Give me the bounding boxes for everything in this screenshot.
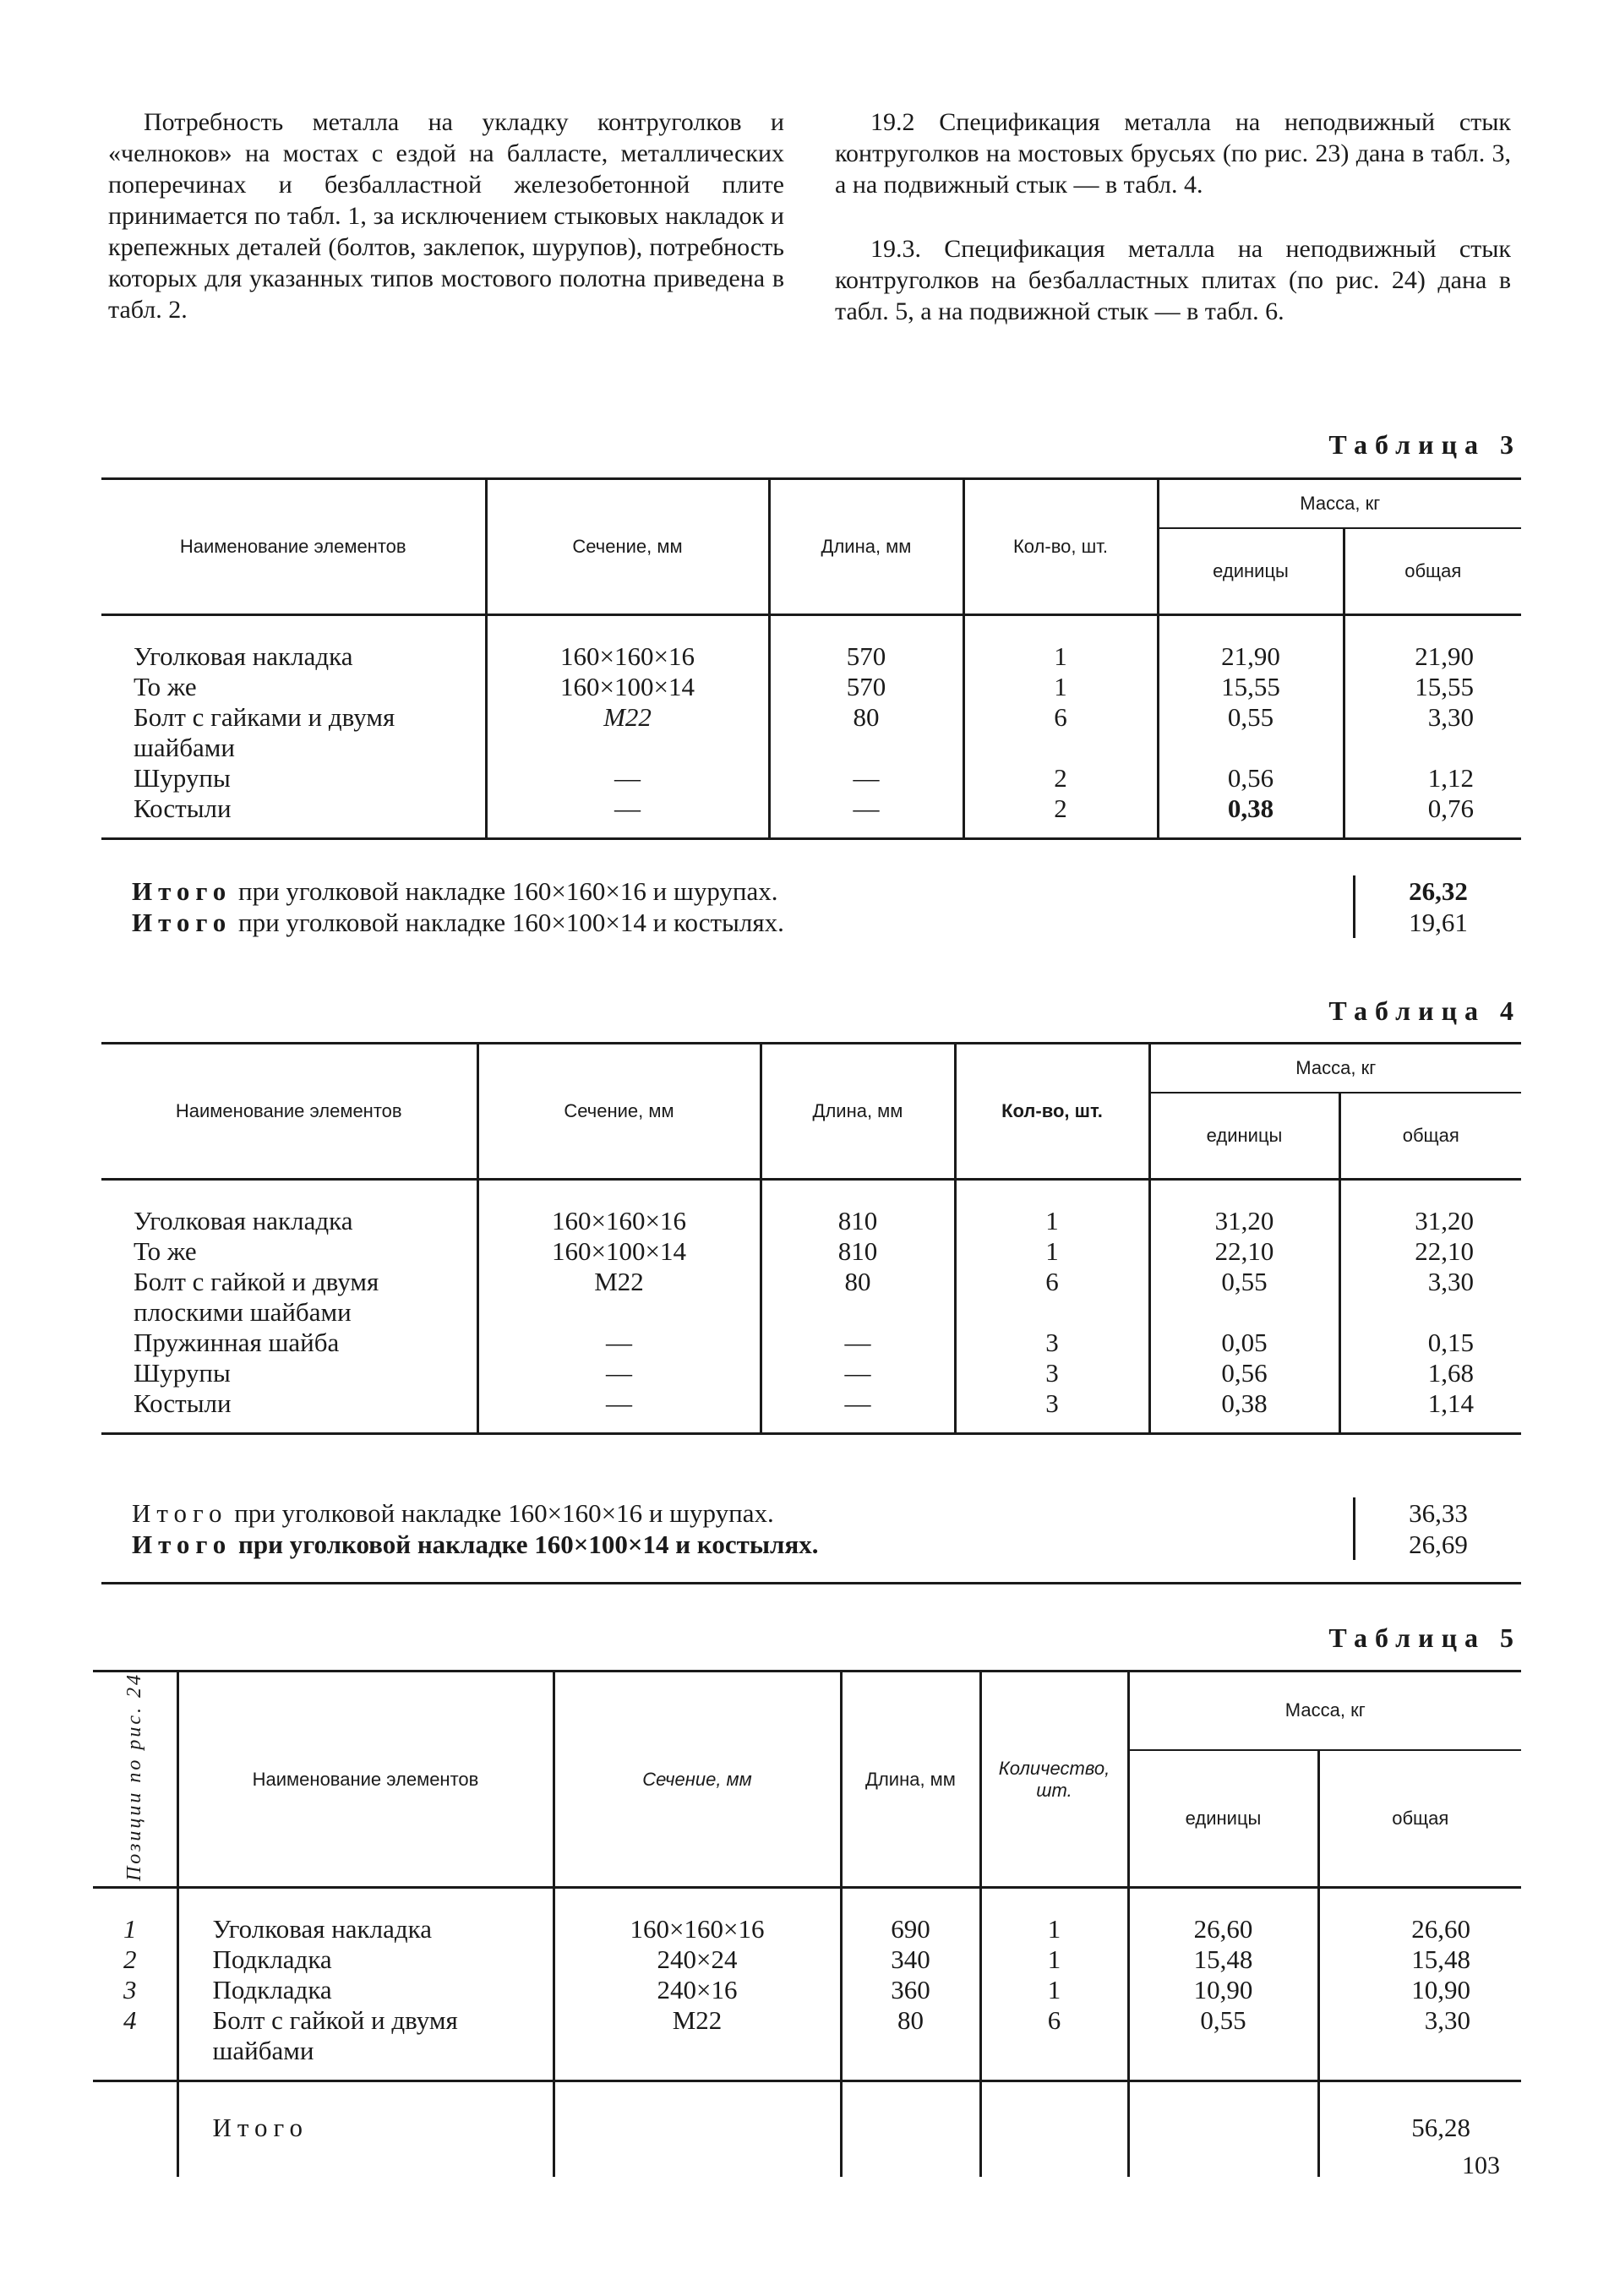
summary-label [101,907,1353,938]
table-cell: 0,38 [1227,794,1274,823]
table-cell: 1 [1054,641,1067,671]
table-cell: 0,55 [1200,2005,1246,2036]
table3-summary [101,875,1521,938]
table-cell: 0,55 [1227,702,1274,732]
table4-header-section: Сечение, мм [477,1044,761,1180]
table-cell: 160×160×16 [560,641,695,671]
table-cell: 0,56 [1221,1358,1268,1388]
table3-header-total: общая [1344,528,1521,615]
summary-value: 26,32 [1353,875,1521,907]
table-cell: — [853,794,880,823]
table-cell: 6 [1045,1267,1059,1296]
table5-header-mass: Масса, кг [1128,1672,1521,1750]
position-header-text: Позиции по рис. 24 [123,1672,145,1882]
table-cell: М22 [603,702,652,732]
table3-units [1158,615,1344,839]
page-number: 103 [1462,2151,1500,2179]
table-cell: 1 [1047,1914,1061,1944]
table5-header-length: Длина, мм [841,1672,980,1888]
table3-caption: Таблица 3 [1328,429,1521,460]
table-cell: 1 [1054,672,1067,701]
table5-units [1128,1888,1318,2081]
table-cell: — [606,1358,632,1388]
table-cell: 1 [1047,1944,1061,1975]
summary-value: 19,61 [1353,907,1521,938]
table-cell: 160×160×16 [552,1206,686,1235]
table-cell: 0,15 [1427,1328,1475,1357]
table-cell: Шурупы [134,763,231,793]
summary-word: Итого [132,908,232,937]
table-cell: — [614,763,641,793]
table-cell: 10,90 [1411,1975,1471,2005]
table4-summary [101,1497,1521,1560]
table5-caption: Таблица 5 [1328,1622,1521,1653]
table4 [101,1042,1521,1435]
table4-lengths [761,1180,955,1434]
table-cell: 6 [1047,2005,1061,2036]
table3-summary-row [101,875,1521,907]
table-cell [1128,2081,1318,2178]
table5-sections [554,1888,841,2081]
table-cell: 0,55 [1221,1267,1268,1296]
table-cell: Уголковая накладка [134,1206,353,1235]
table-cell: 1 [1045,1236,1059,1266]
table-cell: Шурупы [134,1358,231,1388]
summary-text: при уголковой накладке 160×100×14 и костылях. [238,1530,819,1559]
section-19-3: 19.3. Спецификация металла на неподвижный стык контруголков на безбалластных плитах (по рис. 24) дана в табл. 5, а на подвижной стык — в табл. 6. [835,235,1511,325]
table-cell: — [853,763,880,793]
table4-totals [1339,1180,1521,1434]
table-cell: 3 [1045,1358,1059,1388]
table-cell: Уголковая накладка [212,1914,432,1944]
table-cell: — [844,1328,871,1357]
table5-header-qty: Количество, шт. [980,1672,1128,1888]
table-cell: 160×160×16 [630,1914,765,1944]
table-cell: 3 [1045,1328,1059,1357]
table3 [101,477,1521,840]
table-cell: 6 [1054,702,1067,732]
summary-word: Итого [132,1498,228,1528]
table-cell: М22 [672,2005,723,2036]
table-cell: Пружинная шайба [134,1328,340,1357]
table-cell: 2 [1054,763,1067,793]
table-cell: 26,60 [1193,1914,1253,1944]
summary-text: при уголковой накладке 160×100×14 и костылях. [238,908,784,937]
table-cell [93,2081,177,2178]
table5-positions [93,1888,177,2081]
table-cell: 1 [1047,1975,1061,2005]
table-cell: 4 [123,2005,137,2036]
table4-summary-row [101,1497,1521,1529]
table4-header-qty: Кол-во, шт. [955,1044,1149,1180]
table-cell: 21,90 [1415,641,1475,671]
table5-names [177,1888,554,2081]
table-cell: 0,38 [1221,1388,1268,1418]
summary-word: Итого [132,1530,232,1559]
table-cell: — [844,1358,871,1388]
table-cell: 570 [846,672,886,701]
summary-text: при уголковой накладке 160×160×16 и шурупах. [238,876,778,906]
table-cell: М22 [594,1267,644,1296]
table4-bottom-rule [101,1582,1521,1584]
table-cell: 360 [891,1975,930,2005]
table5-header-name: Наименование элементов [177,1672,554,1888]
table-cell: 15,55 [1415,672,1475,701]
table3-header-mass: Масса, кг [1158,479,1521,529]
summary-text: при уголковой накладке 160×160×16 и шурупах. [234,1498,774,1528]
table-cell: — [844,1388,871,1418]
table-cell: 690 [891,1914,930,1944]
table4-header-length: Длина, мм [761,1044,955,1180]
table-cell: — [606,1328,632,1357]
table-cell: 31,20 [1214,1206,1274,1235]
table-cell: Болт с гайками и двумя шайбами [134,702,395,762]
table-cell: 80 [844,1267,871,1296]
table-cell: 810 [837,1236,878,1266]
table-cell: Уголковая накладка [134,641,353,671]
table3-header-unit: единицы [1158,528,1344,615]
table-cell: 0,76 [1427,794,1475,823]
table-cell: 3,30 [1424,2005,1471,2036]
table-cell: 15,48 [1411,1944,1471,1975]
table-cell: То же [134,1236,197,1266]
table-cell: 1 [123,1914,137,1944]
table-cell: 1,68 [1427,1358,1475,1388]
table3-summary-row [101,907,1521,938]
summary-value: 36,33 [1353,1497,1521,1529]
table3-lengths [769,615,963,839]
table5-header-unit: единицы [1128,1750,1318,1888]
intro-paragraph: Потребность металла на укладку контруголков и «челноков» на мостах с ездой на балласте, металлических поперечинах и безбалластной железобетонной плите принимается по табл. 1, за исключением стыковых накладок и крепежных деталей (болтов, заклепок, шурупов), потребность которых для указанных типов мостового полотна приведена в табл. 2. [108,108,784,324]
summary-value: 26,69 [1353,1529,1521,1560]
table3-header-qty: Кол-во, шт. [963,479,1158,615]
table4-names [101,1180,477,1434]
table-cell: Костыли [134,1388,232,1418]
table-cell: 0,56 [1227,763,1274,793]
section-19-2: 19.2 Спецификация металла на неподвижный стык контруголков на мостовых брусьях (по рис. 23) дана в табл. 3, а на подвижный стык — в табл. 4. [835,108,1511,199]
table-cell: — [606,1388,632,1418]
table-cell: 810 [837,1206,878,1235]
table-cell: 22,10 [1415,1236,1475,1266]
table4-header-mass: Масса, кг [1149,1044,1521,1093]
table-cell: 240×16 [657,1975,738,2005]
table5-lengths [841,1888,980,2081]
table-cell: 160×100×14 [560,672,695,701]
table4-qtys [955,1180,1149,1434]
table5-qtys [980,1888,1128,2081]
table5-sum-row [93,2081,1521,2178]
table-cell: Подкладка [212,1944,332,1975]
table3-names [101,615,486,839]
table3-totals [1344,615,1521,839]
summary-label [101,1497,1353,1529]
table-cell: Болт с гайкой и двумя плоскими шайбами [134,1267,379,1327]
table-cell [554,2081,841,2178]
table-cell: 3 [1045,1388,1059,1418]
table-cell: 1 [1045,1206,1059,1235]
table3-header-length: Длина, мм [769,479,963,615]
table-cell: 22,10 [1214,1236,1274,1266]
table3-sections [486,615,769,839]
table4-caption: Таблица 4 [1328,995,1521,1026]
table-cell: 160×100×14 [552,1236,686,1266]
table4-header-unit: единицы [1149,1093,1339,1180]
table3-qtys [963,615,1158,839]
table-cell: То же [134,672,197,701]
table4-sections [477,1180,761,1434]
table5 [93,1670,1521,2177]
table-cell: 340 [891,1944,930,1975]
table5-sum-value: 56,28 [1318,2081,1521,2178]
table-cell: Болт с гайкой и двумя шайбами [212,2005,458,2066]
table-cell: 21,90 [1221,641,1280,671]
table-cell: 15,48 [1193,1944,1253,1975]
table-cell: Костыли [134,794,232,823]
table-cell: 570 [846,641,886,671]
table-cell: 240×24 [657,1944,738,1975]
table-cell: 1,12 [1427,763,1475,793]
table-cell [980,2081,1128,2178]
table5-header-total: общая [1318,1750,1521,1888]
summary-label [101,1529,1353,1560]
table-cell: 0,05 [1221,1328,1268,1357]
table-cell: 80 [897,2005,924,2036]
table-cell: 2 [123,1944,137,1975]
table-cell: 3,30 [1427,702,1475,732]
table5-sum-label: Итого [177,2081,554,2178]
table-cell: 80 [853,702,880,732]
table-cell: 26,60 [1411,1914,1471,1944]
table3-header-name: Наименование элементов [101,479,486,615]
summary-word: Итого [132,876,232,906]
table4-header-name: Наименование элементов [101,1044,477,1180]
table4-summary-row [101,1529,1521,1560]
table3-header-section: Сечение, мм [486,479,769,615]
table-cell: 2 [1054,794,1067,823]
summary-label [101,875,1353,907]
table-cell: 1,14 [1427,1388,1475,1418]
table4-units [1149,1180,1339,1434]
table-cell: Подкладка [212,1975,332,2005]
table-cell: 3,30 [1427,1267,1475,1296]
table-cell: 3 [123,1975,137,2005]
table5-header-position [93,1672,177,1888]
table-cell: — [614,794,641,823]
table-cell: 15,55 [1221,672,1280,701]
table5-header-section: Сечение, мм [554,1672,841,1888]
table-cell: 10,90 [1193,1975,1253,2005]
table4-header-total: общая [1339,1093,1521,1180]
table-cell [841,2081,980,2178]
table-cell: 31,20 [1415,1206,1475,1235]
table5-totals [1318,1888,1521,2081]
